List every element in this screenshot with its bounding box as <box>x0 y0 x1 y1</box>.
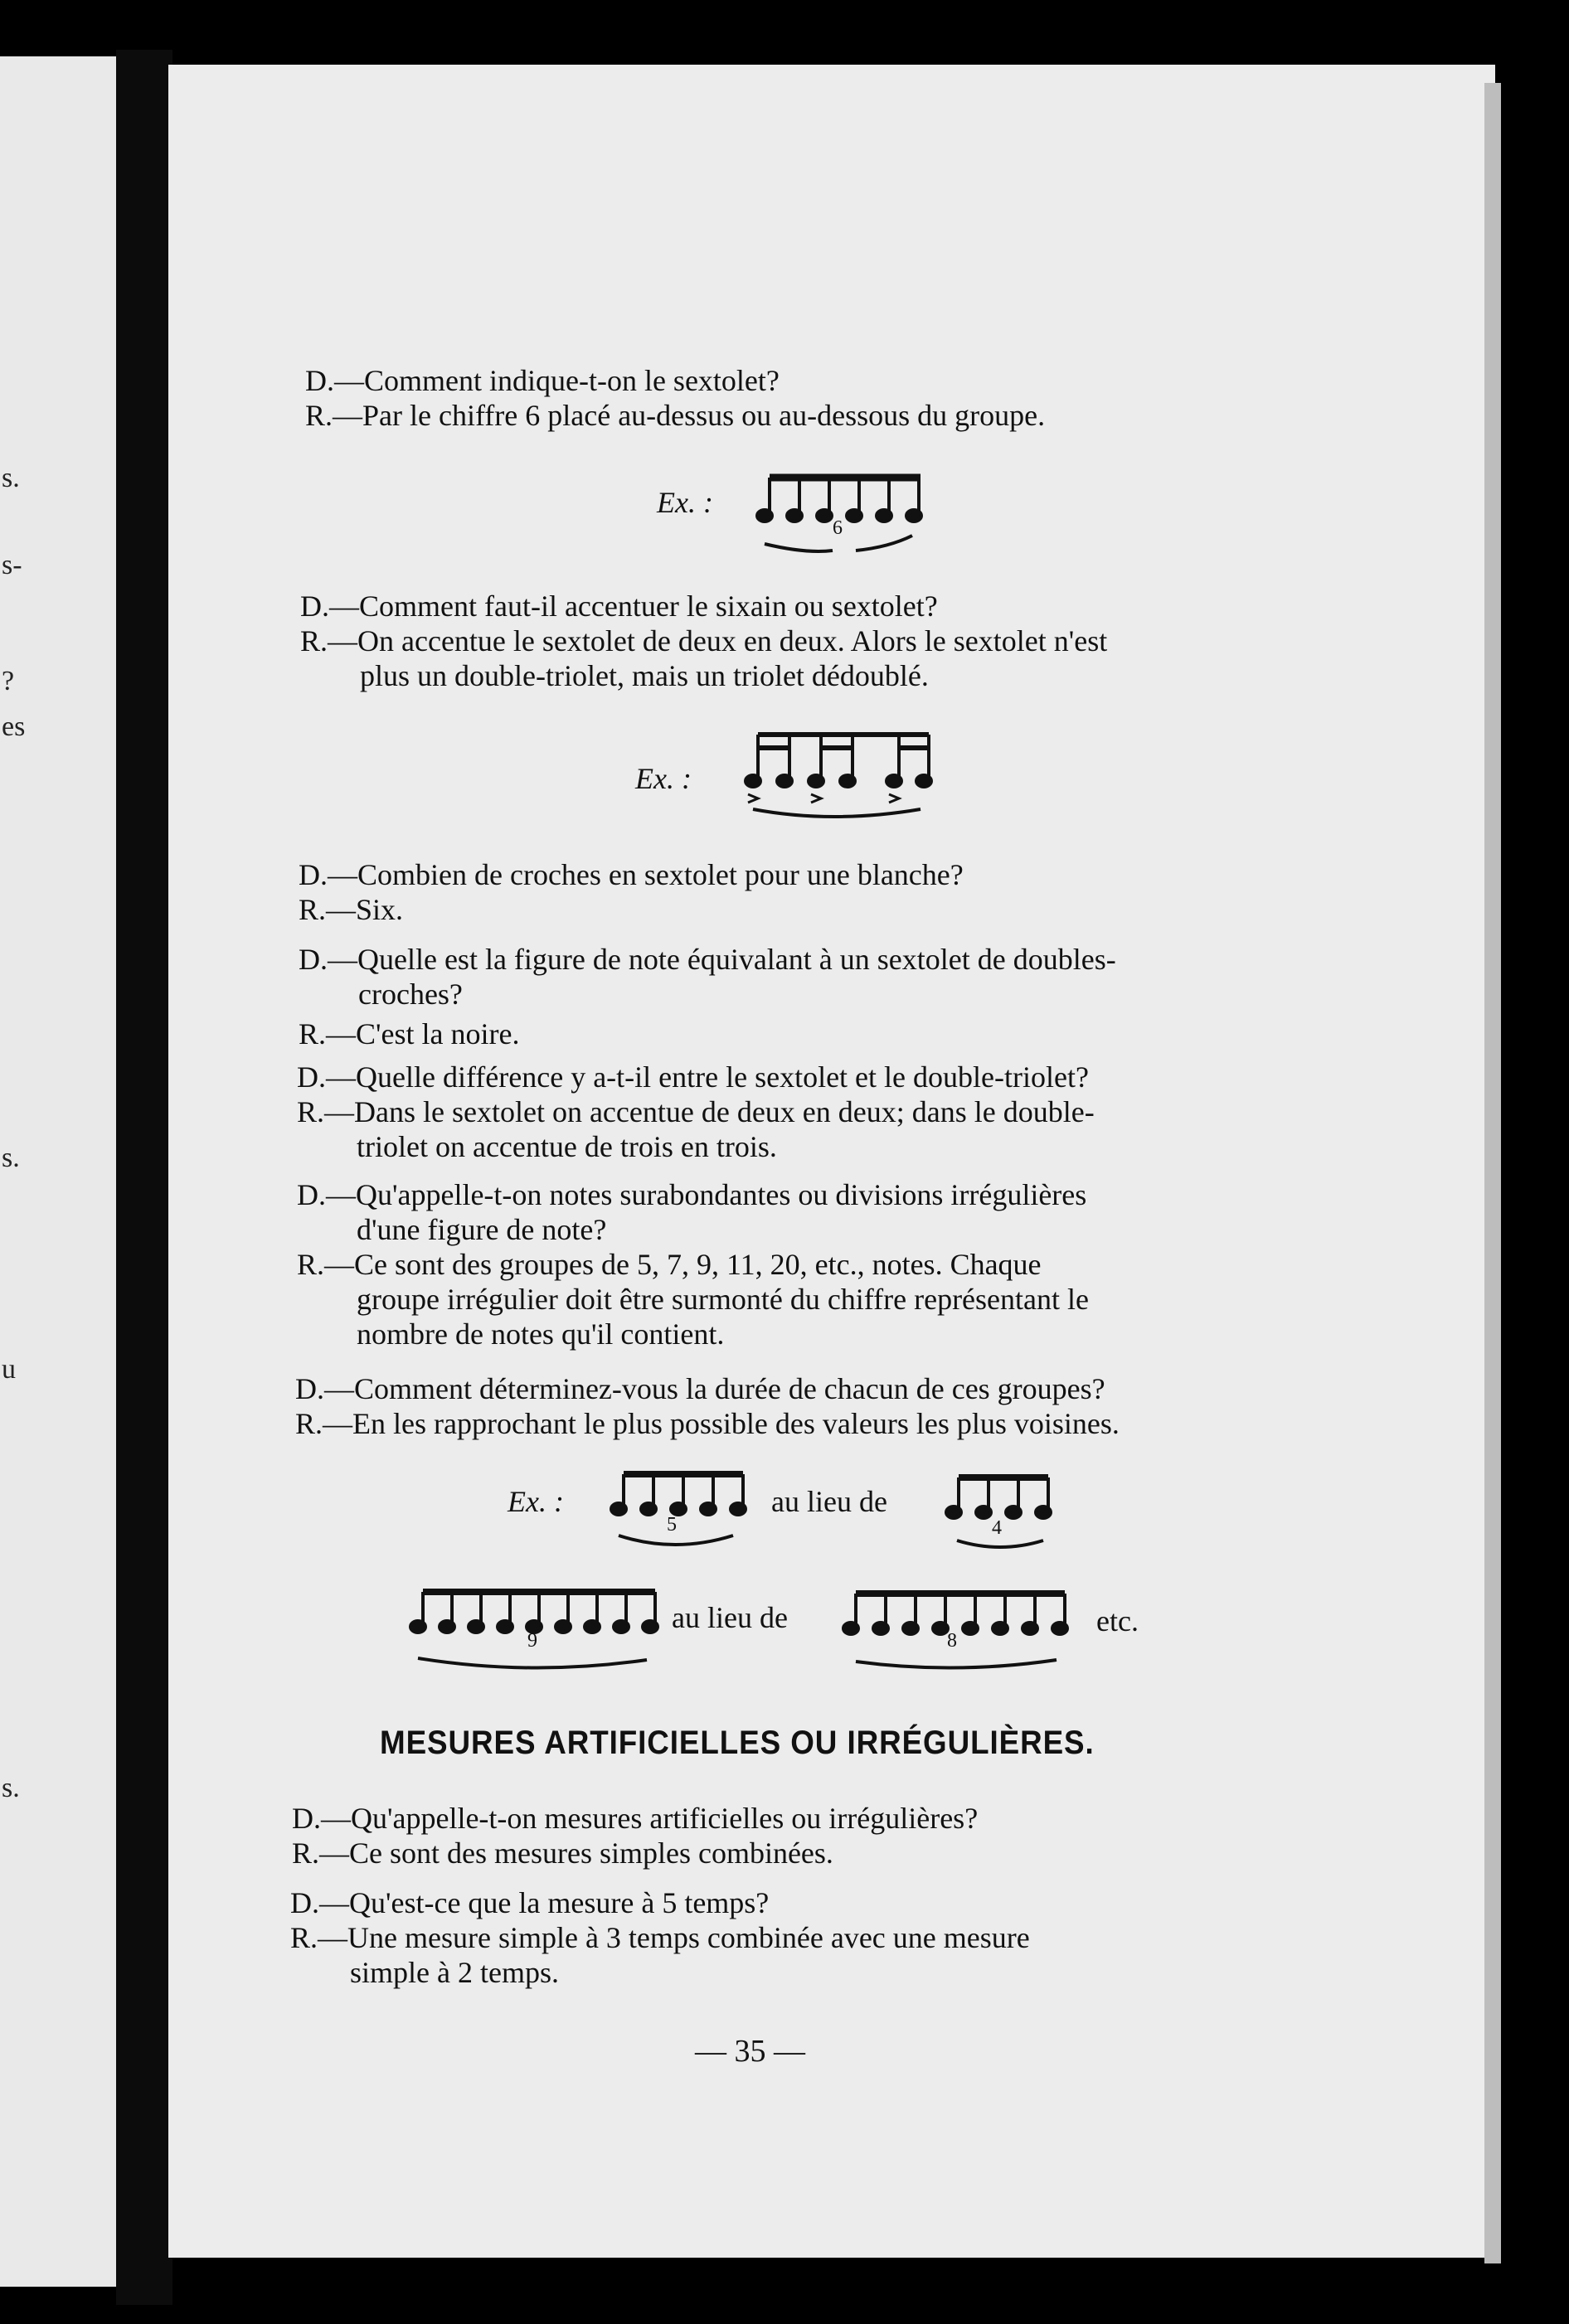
question: D.—Comment déterminez-vous la durée de chacun de ces groupes? <box>295 1372 1105 1405</box>
question: D.—Qu'est-ce que la mesure à 5 temps? <box>290 1886 770 1919</box>
answer: R.—Par le chiffre 6 placé au-dessus ou au-dessous du groupe. <box>305 399 1046 432</box>
answer-continuation: triolet on accentue de trois en trois. <box>357 1130 777 1163</box>
left-page-fragment: s. <box>2 1143 20 1173</box>
answer: R.—Ce sont des mesures simples combinées. <box>292 1836 833 1870</box>
qa-block <box>292 1801 978 1870</box>
left-page-fragment: s. <box>2 463 20 493</box>
answer-continuation: simple à 2 temps. <box>350 1956 559 1989</box>
answer-continuation: nombre de notes qu'il contient. <box>357 1317 725 1351</box>
question: D.—Comment faut-il accentuer le sixain ou sextolet? <box>300 589 938 623</box>
qa-block <box>297 1177 1089 1351</box>
answer: R.—C'est la noire. <box>299 1017 520 1050</box>
answer: R.—Une mesure simple à 3 temps combinée avec une mesure <box>290 1921 1030 1954</box>
answer: R.—Six. <box>299 893 404 926</box>
left-page-fragment: ? <box>2 666 15 696</box>
quarter-group-example <box>945 1471 1058 1562</box>
example-label: Ex. : <box>508 1485 564 1518</box>
qa-block <box>300 589 1107 693</box>
answer: R.—Ce sont des groupes de 5, 7, 9, 11, 20, etc., notes. Chaque <box>297 1248 1042 1281</box>
left-page-fragment: s- <box>2 550 22 580</box>
sextolet-example <box>756 471 922 562</box>
tuplet-figure: 6 <box>833 517 843 539</box>
tuplet-figure: 5 <box>667 1514 677 1536</box>
left-page-edge <box>0 56 133 2287</box>
qa-block <box>297 1060 1095 1164</box>
question: D.—Quelle différence y a-t-il entre le sextolet et le double-triolet? <box>297 1060 1089 1094</box>
qa-block <box>295 1371 1120 1441</box>
comparison-text: au lieu de <box>672 1601 788 1634</box>
answer-continuation: groupe irrégulier doit être surmonté du chiffre représentant le <box>357 1283 1089 1316</box>
page-edge <box>1484 83 1501 2263</box>
question: D.—Qu'appelle-t-on notes surabondantes ou divisions irrégulières <box>297 1178 1087 1211</box>
question: D.—Comment indique-t-on le sextolet? <box>305 364 780 397</box>
qa-block <box>299 857 964 927</box>
section-heading: MESURES ARTIFICIELLES OU IRRÉGULIÈRES. <box>380 1725 1095 1761</box>
tuplet-figure: 8 <box>947 1630 957 1652</box>
left-page-fragment: s. <box>2 1773 20 1803</box>
question: D.—Qu'appelle-t-on mesures artificielles ou irrégulières? <box>292 1802 979 1835</box>
question-continuation: d'une figure de note? <box>357 1213 607 1246</box>
tuplet-figure: 4 <box>992 1517 1002 1539</box>
left-page-fragment: es <box>2 711 26 742</box>
book-gutter <box>116 50 172 2305</box>
qa-block <box>290 1885 1030 1990</box>
quintolet-example <box>609 1468 755 1559</box>
question-continuation: croches? <box>358 978 463 1011</box>
left-page-fragment: u <box>2 1354 16 1385</box>
example-label: Ex. : <box>657 486 713 519</box>
qa-block <box>305 363 1045 433</box>
triolet-dedouble-example <box>741 730 940 829</box>
answer-continuation: plus un double-triolet, mais un triolet dédoublé. <box>360 659 929 692</box>
comparison-text: au lieu de <box>771 1485 887 1518</box>
answer: R.—Dans le sextolet on accentue de deux en deux; dans le double- <box>297 1095 1095 1128</box>
tuplet-figure: 9 <box>527 1630 537 1652</box>
etc-text: etc. <box>1096 1604 1139 1637</box>
example-label: Ex. : <box>635 762 692 795</box>
question: D.—Combien de croches en sextolet pour une blanche? <box>299 858 964 891</box>
answer: R.—On accentue le sextolet de deux en deux. Alors le sextolet n'est <box>300 624 1108 657</box>
qa-block <box>299 942 1116 1051</box>
question: D.—Quelle est la figure de note équivalant à un sextolet de doubles- <box>299 943 1116 976</box>
answer: R.—En les rapprochant le plus possible des valeurs les plus voisines. <box>295 1407 1120 1440</box>
page-number: — 35 — <box>695 2034 805 2069</box>
